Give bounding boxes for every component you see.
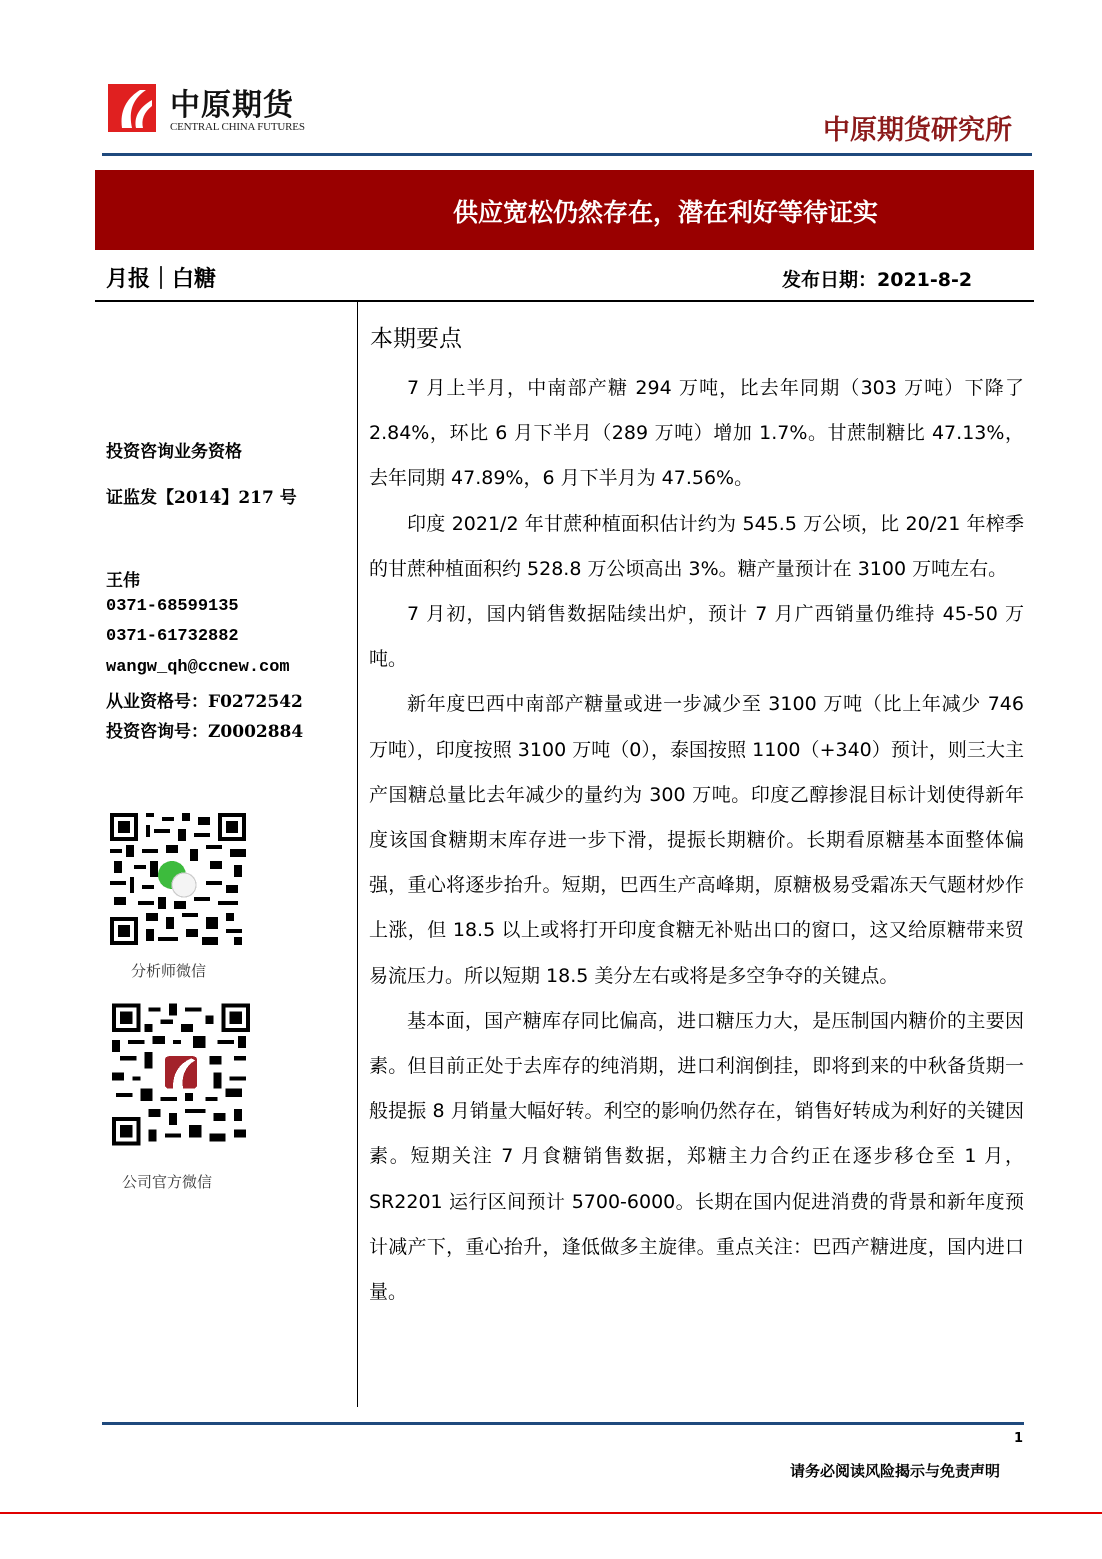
company-wechat-qr (112, 1003, 250, 1146)
report-type: 月报｜白糖 (106, 267, 217, 292)
consult-license: 投资咨询号：Z0002884 (106, 722, 304, 742)
report-title: 供应宽松仍然存在，潜在利好等待证实 (453, 198, 879, 227)
paragraph-domestic-sales: 7 月初，国内销售数据陆续出炉，预计 7 月广西销量仍维持 45-50 万吨。 (369, 603, 1024, 671)
title-banner (95, 170, 1034, 250)
analyst-wechat-caption: 分析师微信 (131, 962, 207, 980)
publish-date: 发布日期：2021-8-2 (782, 269, 973, 291)
qualification-number: 证监发【2014】217 号 (106, 488, 297, 508)
company-logo-mark (108, 84, 156, 132)
paragraph-fundamentals: 基本面，国产糖库存同比偏高，进口糖压力大，是压制国内糖价的主要因素。但目前正处于去库存的纯消期，进口利润倒挂，即将到来的中秋备货期一般提振 8 月销量大幅好转。利空的影响仍然存在，销售好转成为利好的关键因素。短期关注 7 月食糖销售数据，郑糖主力合约正在逐步移仓至 1 月，SR2201 运行区间预计 5700-6000。长期在国内促进消费的背景和新年度预计减产下，重心抬升，逢低做多主旋律。重点关注：巴西产糖进度，国内进口量。 (369, 1009, 1024, 1304)
paragraph-india-acreage: 印度 2021/2 年甘蔗种植面积估计约为 545.5 万公顷，比 20/21 年榨季的甘蔗种植面积约 528.8 万公顷高出 3%。糖产量预计在 3100 万吨左右。 (369, 512, 1024, 580)
practice-license: 从业资格号：F0272542 (106, 692, 303, 712)
page-bottom-rule (0, 1512, 1102, 1514)
column-divider (357, 302, 358, 1407)
company-logo-text: 中原期货 (170, 88, 294, 123)
key-points-body (369, 366, 1024, 1315)
disclaimer-notice: 请务必阅读风险揭示与免责声明 (790, 1462, 1001, 1480)
page-number: 1 (1014, 1431, 1024, 1446)
paragraph-production: 7 月上半月，中南部产糖 294 万吨，比去年同期（303 万吨）下降了 2.84%，环比 6 月下半月（289 万吨）增加 1.7%。甘蔗制糖比 47.13%，去年同期 47.89%，6 月下半月为 47.56%。 (369, 377, 1024, 490)
qualification-label: 投资咨询业务资格 (106, 442, 242, 462)
analyst-email[interactable]: wangw_qh@ccnew.com (106, 658, 290, 677)
logo-swoosh-icon (108, 84, 156, 132)
footer-divider (102, 1422, 1024, 1425)
analyst-name: 王伟 (106, 571, 140, 591)
company-wechat-caption: 公司官方微信 (122, 1173, 213, 1191)
section-title: 本期要点 (370, 326, 462, 352)
meta-divider (95, 300, 1034, 302)
paragraph-global-outlook: 新年度巴西中南部产糖量或进一步减少至 3100 万吨（比上年减少 746 万吨），印度按照 3100 万吨（0），泰国按照 1100（+340）预计，则三大主产国糖总量比去年减少的量约为 300 万吨。印度乙醇掺混目标计划使得新年度该国食糖期末库存进一步下滑，提振长期糖价。长期看原糖基本面整体偏强，重心将逐步抬升。短期，巴西生产高峰期，原糖极易受霜冻天气题材炒作上涨，但 18.5 以上或将打开印度食糖无补贴出口的窗口，这又给原糖带来贸易流压力。所以短期 18.5 美分左右或将是多空争夺的关键点。 (369, 693, 1024, 987)
institute-name: 中原期货研究所 (823, 115, 1012, 146)
header-divider (102, 153, 1032, 156)
analyst-wechat-qr (110, 813, 246, 945)
company-logo-english: CENTRAL CHINA FUTURES (170, 121, 305, 133)
analyst-phone-1: 0371-68599135 (106, 597, 239, 616)
analyst-phone-2: 0371-61732882 (106, 627, 239, 646)
